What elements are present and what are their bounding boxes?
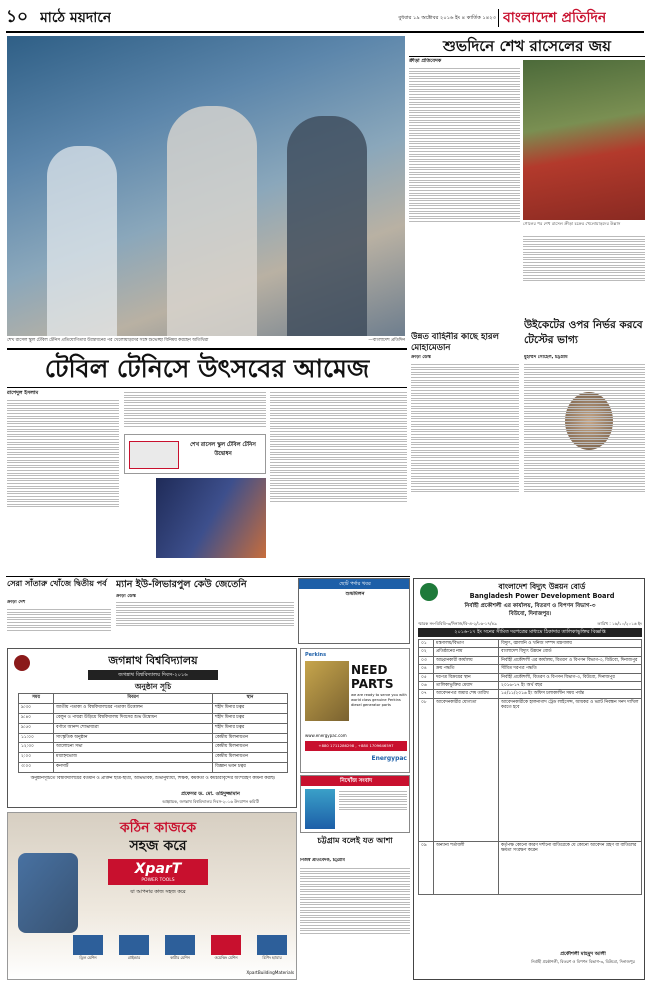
parts-ad [300,648,410,773]
xpart-product-strip [68,935,294,965]
product-item [252,935,292,965]
ju-row-place: শহীদ মিনার চত্বর [213,723,288,733]
inset-label: শেখ রাসেল স্কুল টেবিল টেনিস উদ্বোধন [190,442,256,457]
photo-figure [47,146,117,336]
ju-row-time: ১১:০০ [19,733,54,743]
table-row [419,690,642,698]
ju-row-place: কেন্দ্রীয় মিলনায়তন [213,753,288,763]
table-row [419,682,642,690]
harun-headline: উন্নত বাহিনীর কাছে হারল মোহামেডান [411,332,499,353]
bpdb-row-no: ০৯ [419,841,434,894]
bpdb-row-label: তালিকাভুক্তির মেয়াদ [434,682,499,690]
table-row [19,723,288,733]
ctg-headline: চট্টগ্রাম বলেই যত আশা [317,836,393,845]
bpdb-name-bn: বাংলাদেশ বিদ্যুৎ উন্নয়ন বোর্ড [498,582,586,591]
ju-row-item: বেলুন ও পায়রা উড়িয়ে বিশ্ববিদ্যালয় দিবসের শুভ উদ্বোধন [54,713,213,723]
right-story-byline: ক্রীড়া প্রতিবেদক [409,58,442,64]
bpdb-row-value: ২০১৬-১৭ ইং অর্থ বছর [499,682,642,690]
ju-row-time: ২:০০ [19,753,54,763]
bpdb-memo: স্মারক নং-বিবিবি-৩/দিনাজ/বি-এ-২/১৬-১৭/৪৯ [418,621,497,626]
xpart-ad [7,812,297,980]
paper-name: বাংলাদেশ প্রতিদিন [503,10,607,26]
ju-row-time: ৩:০০ [19,763,54,773]
product-item [160,935,200,965]
page-header [6,6,644,30]
test-body [524,362,645,574]
bpdb-row-label: মন্ত্রণালয়/বিভাগ [434,640,499,648]
product-label: ড্রিল মেশিন [79,955,97,960]
ju-event: জগন্নাথ বিশ্ববিদ্যালয় দিবস-২০১৬ [88,670,218,680]
bpdb-row-no: ০২ [419,648,434,656]
bpdb-row-no: ০৫ [419,673,434,681]
harun-body [411,362,519,574]
ju-row-place: কেন্দ্রীয় মিলনায়তন [213,743,288,753]
caption-text: শেখ রাসেল স্কুল টেবিল টেনিস প্রতিযোগিতার উদ্বোধনের পর খেলোয়াড়দের সঙ্গে শুভেচ্ছা বিনিময় করছেন অতিথিরা [7,338,209,343]
ju-row-place: বিজ্ঞান ভবন চত্বর [213,763,288,773]
inset-box [124,434,266,474]
bpdb-row-label: আবেদনপত্র জমার শেষ তারিখ [434,690,499,698]
right-story-headline: শুভদিনে শেখ রাসেলের জয় [409,35,645,57]
ju-schedule-table [18,693,288,773]
bpdb-logo [420,583,438,601]
bpdb-row-no: ০৭ [419,690,434,698]
ju-row-item: কনসার্ট [54,763,213,773]
page-number: ১০ [6,7,29,27]
bpdb-row-no: ০১ [419,640,434,648]
swim-byline: ক্রীড়া দেশ [7,600,26,605]
test-headline: উইকেটের ওপর নির্ভর করবে টেস্টের ভাগ্য [524,319,643,346]
ju-row-item: জাতীয় পতাকা ও বিশ্ববিদ্যালয়ের পতাকা উত্তোলন [54,703,213,713]
ju-col-item: বিবরণ [54,694,213,704]
product-item [206,935,246,965]
issue-date: বুধবার ১৯ অক্টোবর ২০১৬ ইং ৪ কার্তিক ১৪২৩ [398,15,496,21]
table-row [19,743,288,753]
bpdb-row-value: নির্বাহী প্রকৌশলী এর কার্যালয়, বিতরণ ও বিপণন বিভাগ-৩, বিউবো, দিনাজপুর [499,656,642,664]
missing-title: নিখোঁজ সংবাদ [301,776,410,786]
bpdb-row-value: বিদ্যুৎ, জ্বালানি ও খনিজ সম্পদ মন্ত্রণালয় [499,640,642,648]
right-story-body-2 [523,234,645,308]
ju-row-item: সাংস্কৃতিক অনুষ্ঠান [54,733,213,743]
manu-body [116,600,294,645]
main-byline: রাশেদুল ইসলাম [7,390,39,396]
right-story-body [409,66,520,306]
table-row [19,733,288,743]
bpdb-row-no: ০৩ [419,656,434,664]
missing-ad [300,775,410,833]
product-label: ওয়েল্ডিং মেশিন [214,955,238,960]
parts-website: www.energypac.com [305,733,347,738]
ju-schedule-title: অনুষ্ঠান সূচি [134,682,172,691]
parts-tagline: we are ready to serve you with world class genuine Perkins diesel generator parts [351,693,407,707]
xpart-brand-box [108,859,208,885]
product-label: কাটার মেশিন [170,955,190,960]
table-row [419,841,642,894]
ju-row-time: ৯:৪০ [19,713,54,723]
bpdb-title: ২০১৬-১৭ ইং সনের সীমিত দরপত্রের মাধ্যমে ঠিকাদার তালিকাভুক্তির বিজ্ঞপ্তি [418,628,642,637]
table-row [419,640,642,648]
bpdb-location: বিউবো, দিনাজপুর। [509,611,551,617]
ju-row-time: ৯:৫০ [19,723,54,733]
table-row [419,698,642,841]
parts-company: Energypac [371,755,407,762]
bpdb-row-label: ক্রয় পদ্ধতি [434,665,499,673]
ju-footer-note: অনুষ্ঠানসূচিতে বিশ্ববিদ্যালয়ের বর্তমান ও প্রাক্তন ছাত্র-ছাত্রী, অভিভাবক, শুভানুধ্যায়ী, শিক্ষক, কর্মকর্তা ও কর্মচারীবৃন্দের অংশগ্রহণ কামনা করছি। [30,776,276,781]
ju-row-time: ৯:৩০ [19,703,54,713]
main-headline: টেবিল টেনিসে উৎসবের আমেজ [44,354,370,383]
xpart-website: XpartBuildingMaterials [246,970,294,975]
bpdb-row-value: সীমিত দরপত্র পদ্ধতি [499,665,642,673]
small-ad-title: ছোট পর্দার খবর [299,579,410,589]
bpdb-row-value: বাংলাদেশ বিদ্যুৎ উন্নয়ন বোর্ড [499,648,642,656]
manu-byline: ক্রীড়া ডেস্ক [116,594,136,599]
ju-row-place: শহীদ মিনার চত্বর [213,713,288,723]
bpdb-table [418,639,642,895]
ju-row-item: মধ্যাহ্নভোজ [54,753,213,763]
parts-headline: NEED PARTS [351,663,394,691]
table-row [419,656,642,664]
parts-phone: +880 1711286298 , +880 1709646597 [305,741,407,751]
ju-col-time: সময় [19,694,54,704]
missing-photo [305,789,335,829]
bpdb-row-value: নির্বাহী প্রকৌশলী, বিতরণ ও বিপণন বিভাগ-৩, বিউবো, দিনাজপুর [499,673,642,681]
xpart-brand: XparT [134,861,182,877]
main-photo [7,36,405,336]
bpdb-ad [413,578,645,980]
bpdb-row-label: অন্যান্য শর্তাবলী [434,841,499,894]
parts-image [305,661,349,721]
section-rule [6,576,410,577]
main-body-col-3 [270,390,407,574]
main-headline-box [7,348,407,388]
table-row [19,703,288,713]
ju-ad [7,648,297,808]
photo-credit: —বাংলাদেশ প্রতিদিন [368,338,405,343]
table-row [19,763,288,773]
table-row [419,648,642,656]
bpdb-row-no: ০৪ [419,665,434,673]
bpdb-date: তারিখ : ১৬/১০/২০১৬ ইং [597,621,642,626]
section-title: মাঠে ময়দানে [40,10,112,26]
ctg-body [300,866,410,980]
main-photo-caption [7,337,405,345]
manu-headline: ম্যান ইউ-লিভারপুল কেউ জেতেনি [116,579,247,590]
xpart-tagline: যা আপনার কাজ সহজ করে [130,889,186,895]
masthead-divider [498,9,499,27]
ctg-byline: নিজস্ব প্রতিবেদক, চট্টগ্রাম [300,858,345,863]
small-ad [298,578,410,644]
ju-row-item: আলোচনা সভা [54,743,213,753]
ju-signatory: প্রফেসর ড. মো. ওহিদুজ্জামান [181,791,240,797]
xpart-drill-image [18,853,78,933]
main-body-col-1 [7,398,119,574]
bpdb-row-label: আবেদনকারীর যোগ্যতা [434,698,499,841]
bpdb-row-label: প্রতিষ্ঠানের নাম [434,648,499,656]
table-row [19,713,288,723]
missing-body [339,789,407,829]
test-byline: মুহাম্মদ সোহেল, চট্টগ্রাম [524,355,568,360]
photo-figure [167,106,257,336]
bpdb-row-value: ১৫/১১/২০১৬ ইং অফিস চলাকালীন সময় পর্যন্ত [499,690,642,698]
ju-signatory-role: আহ্বায়ক, জগন্নাথ বিশ্ববিদ্যালয় দিবস-২০১৬ উদযাপন কমিটি [162,799,259,804]
ju-row-time: ১২:৩০ [19,743,54,753]
bpdb-office: নির্বাহী প্রকৌশলী এর কার্যালয়, বিতরণ ও বিপণন বিভাগ-৩ [464,603,596,609]
bpdb-row-no: ০৬ [419,682,434,690]
product-label: গ্রাইন্ডার [127,955,141,960]
swim-headline: সেরা সাঁতারু খোঁজে দ্বিতীয় পর্ব [7,579,107,588]
bpdb-row-value: আবেদনকারীকে হালনাগাদ ট্রেড লাইসেন্স, আয়কর ও ভ্যাট নিবন্ধন সনদ দাখিল করতে হবে [499,698,642,841]
header-rule [6,31,644,33]
small-ad-text: শুভমিলন [345,591,365,597]
product-item [68,935,108,965]
photo-figure [287,116,367,336]
xpart-slogan-top: কঠিন কাজকে [119,820,197,836]
product-item [114,935,154,965]
bpdb-signatory: প্রকৌশলী মাহমুদ আলী [560,951,606,957]
bpdb-signatory-role: নির্বাহী প্রকৌশলী, বিতরণ ও বিপণন বিভাগ-৩, বিউবো, দিনাজপুর [531,959,635,964]
bpdb-row-label: আহ্বানকারী কার্যালয় [434,656,499,664]
harun-byline: ক্রীড়া ডেস্ক [411,355,431,360]
ju-university: জগন্নাথ বিশ্ববিদ্যালয় [108,654,198,667]
bpdb-row-value: কর্তৃপক্ষ কোনো কারণ দর্শানো ব্যতিরেকে যে কোনো আবেদন গ্রহণ বা বাতিলের ক্ষমতা সংরক্ষণ করেন [499,841,642,894]
swim-body [7,607,111,645]
table-row [19,753,288,763]
inset-logo [129,441,179,469]
bpdb-row-label: দরপত্র বিক্রয়ের স্থান [434,673,499,681]
parts-brand: Perkins [305,652,327,658]
table-row [419,665,642,673]
ju-col-place: স্থান [213,694,288,704]
xpart-sub: POWER TOOLS [141,878,175,883]
ju-row-item: বর্ণাঢ্য আনন্দ শোভাযাত্রা [54,723,213,733]
ju-row-place: কেন্দ্রীয় মিলনায়তন [213,733,288,743]
right-story-photo [523,60,645,220]
ju-row-place: শহীদ মিনার চত্বর [213,703,288,713]
inset-photo [156,478,266,558]
bpdb-row-no: ০৮ [419,698,434,841]
xpart-slogan-bottom: সহজ করে [129,838,187,854]
product-label: চিপিং হ্যামার [262,955,282,960]
table-row [419,673,642,681]
bpdb-name-en: Bangladesh Power Development Board [469,592,615,600]
right-story-photo-caption: গোলের পর শেখ রাসেল ক্রীড়া চক্রের খেলোয়াড়দের উল্লাস [523,221,621,226]
